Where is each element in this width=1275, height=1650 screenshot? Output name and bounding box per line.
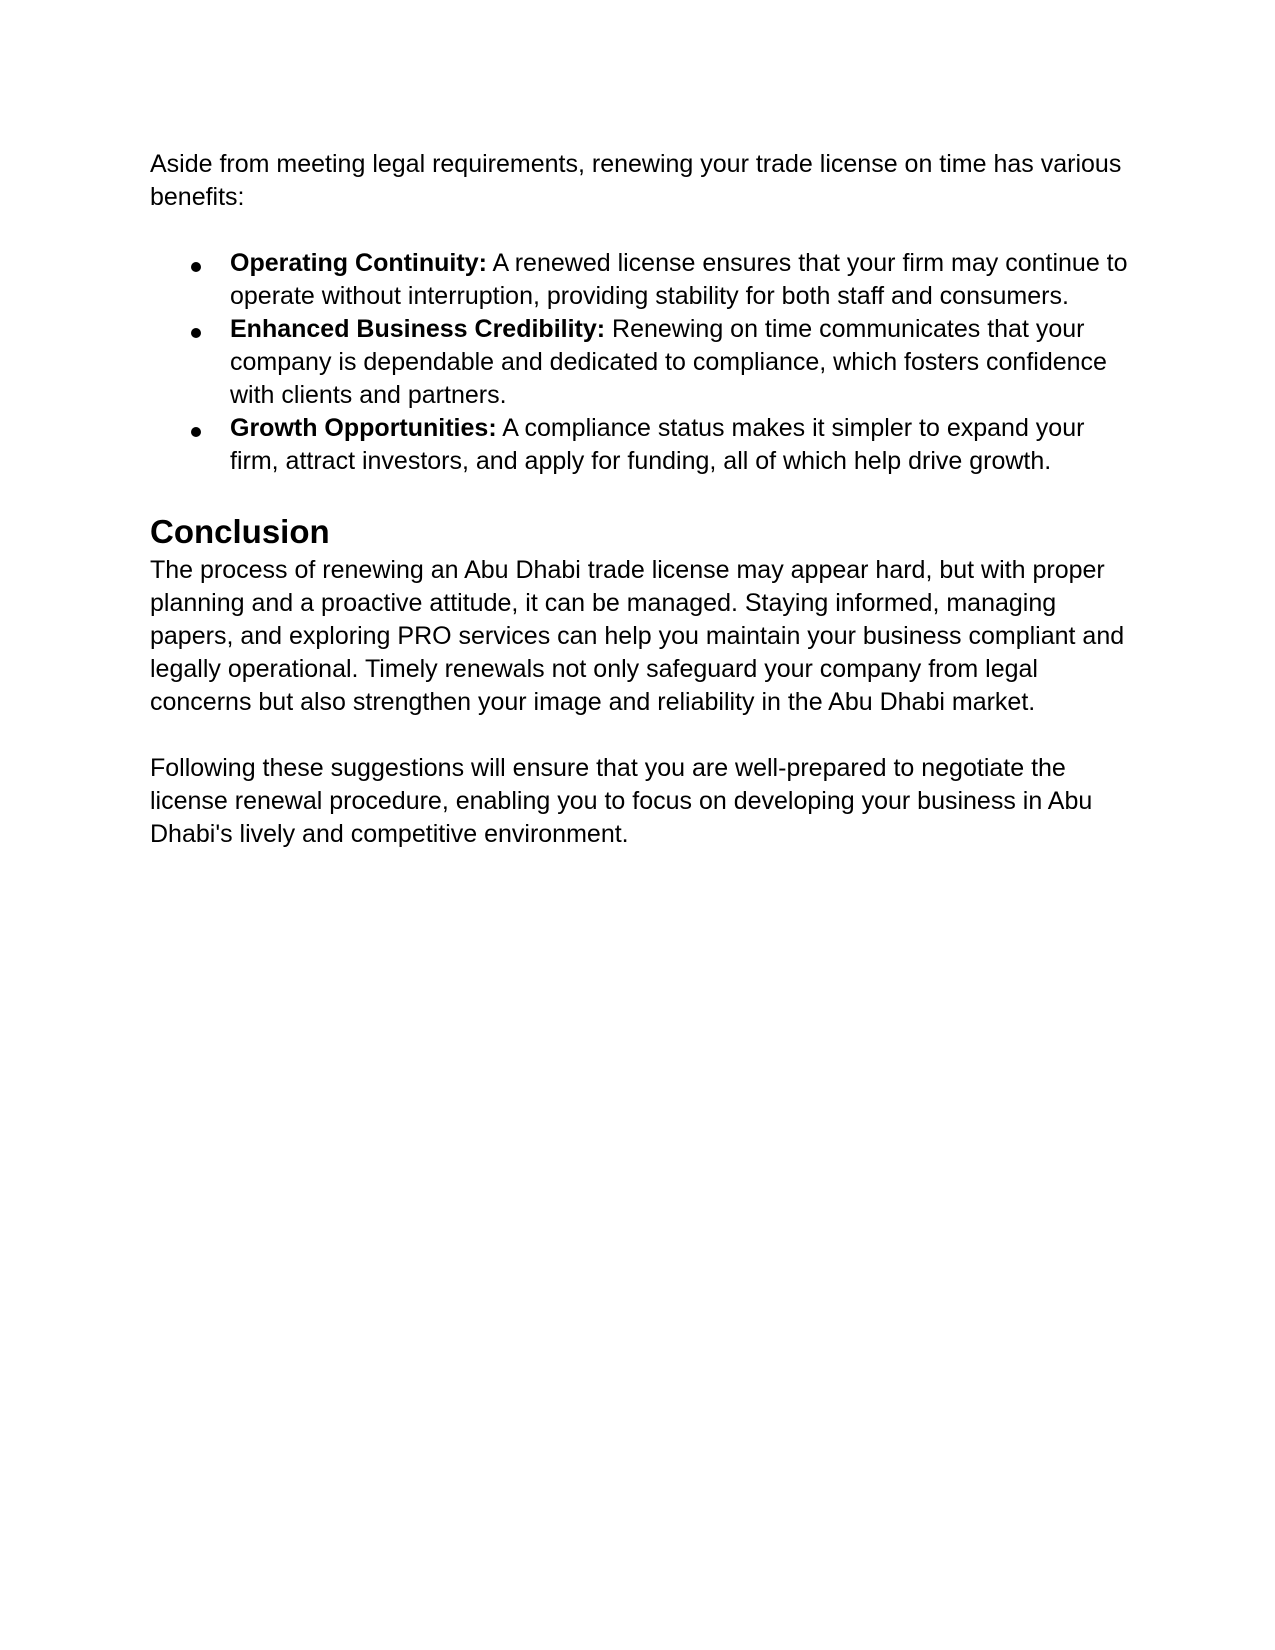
paragraph-spacer <box>150 719 1128 752</box>
bullet-icon <box>191 328 201 338</box>
benefit-description: A compliance status makes it simpler to expand your firm, attract investors, and apply for funding, all of which help drive growth. <box>230 414 1085 475</box>
conclusion-heading: Conclusion <box>150 513 330 550</box>
closing-paragraph: Following these suggestions will ensure that you are well-prepared to negotiate the license renewal procedure, enabling you to focus on developing your business in Abu Dhabi's lively and competitive environment. <box>150 754 1093 848</box>
benefit-title: Growth Opportunities: <box>230 414 497 442</box>
benefit-description: A renewed license ensures that your firm may continue to operate without interruption, providing stability for both staff and consumers. <box>230 249 1128 310</box>
benefits-list <box>150 247 1128 478</box>
bullet-icon <box>191 427 201 437</box>
benefit-description: Renewing on time communicates that your company is dependable and dedicated to compliance, which fosters confidence with clients and partners. <box>230 315 1107 409</box>
conclusion-paragraph: The process of renewing an Abu Dhabi trade license may appear hard, but with proper planning and a proactive attitude, it can be managed. Staying informed, managing papers, and exploring PRO services can help you maintain your business compliant and legally operational. Timely renewals not only safeguard your company from legal concerns but also strengthen your image and reliability in the Abu Dhabi market. <box>150 556 1125 716</box>
paragraph-spacer <box>150 214 1128 247</box>
benefit-title: Operating Continuity: <box>230 249 487 277</box>
benefit-title: Enhanced Business Credibility: <box>230 315 606 343</box>
benefit-item-growth-opportunities <box>230 412 1128 478</box>
benefit-item-enhanced-credibility <box>230 313 1128 412</box>
intro-paragraph: Aside from meeting legal requirements, renewing your trade license on time has various benefits: <box>150 150 1122 211</box>
benefit-item-operating-continuity <box>230 247 1128 313</box>
bullet-icon <box>191 262 201 272</box>
